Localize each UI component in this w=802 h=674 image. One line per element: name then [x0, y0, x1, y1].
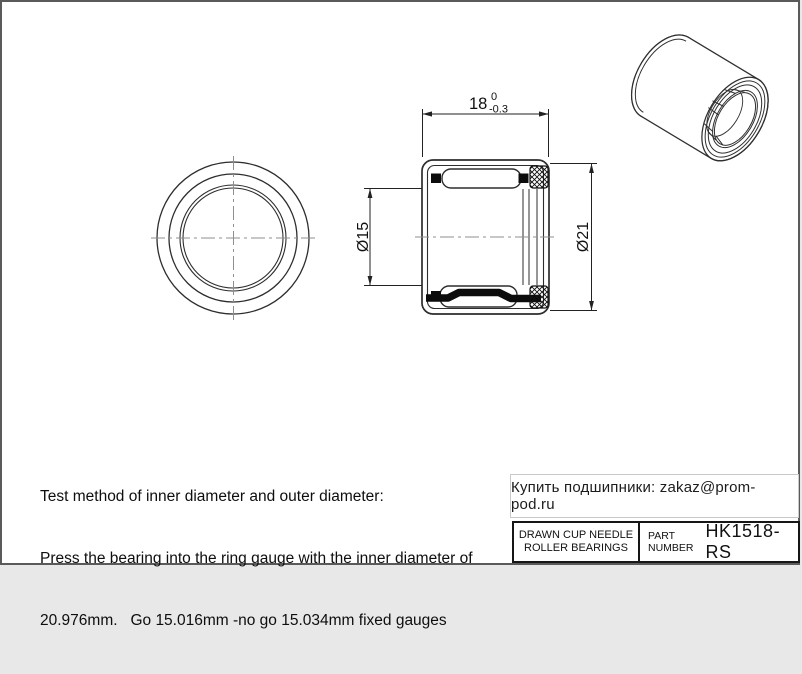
- front-view-centerlines: [151, 156, 316, 321]
- contact-text: Купить подшипники: zakaz@prom-pod.ru: [511, 479, 756, 513]
- width-dimension-label: 18: [469, 95, 488, 113]
- bore-dimension-label: Ø15: [355, 221, 372, 253]
- od-dimension-label: Ø21: [575, 221, 592, 253]
- note-line: Test method of inner diameter and outer diameter:: [40, 487, 384, 505]
- note-line: Press the bearing into the ring gauge with the inner diameter of: [40, 549, 473, 567]
- part-number-cell: [640, 523, 798, 561]
- roller-retainer-top-left: [431, 174, 441, 184]
- part-number-value: HK1518-RS: [705, 521, 781, 562]
- note-line: 20.976mm. Go 15.016mm -no go 15.034mm fixed gauges: [40, 612, 447, 630]
- part-number-label: [648, 530, 694, 555]
- roller-retainer-top-right: [519, 174, 529, 184]
- cylinder-body: [618, 23, 782, 172]
- dimension-width: [423, 91, 549, 157]
- part-label-line2: NUMBER: [648, 542, 694, 554]
- arrowhead-top: [589, 164, 594, 174]
- seal-lip-band: [426, 293, 541, 299]
- product-name-line2: ROLLER BEARINGS: [524, 542, 628, 554]
- width-tolerance-lower: -0.3: [489, 103, 508, 116]
- product-name-line1: DRAWN CUP NEEDLE: [518, 528, 634, 541]
- arrowhead-bottom: [368, 276, 373, 286]
- rubber-seal-bottom-right: [530, 286, 548, 308]
- arrowhead-top: [368, 189, 373, 199]
- part-label-line1: PART: [648, 529, 676, 542]
- arrowhead-right: [539, 111, 549, 116]
- dimension-od: [550, 164, 597, 311]
- arrowhead-left: [423, 111, 433, 116]
- rubber-seal-top-right: [530, 166, 548, 188]
- title-block: [512, 521, 800, 563]
- needle-roller-top: [442, 169, 521, 188]
- contact-info-box: [510, 474, 799, 518]
- arrowhead-bottom: [589, 301, 594, 311]
- test-method-notes: [40, 445, 473, 674]
- bearing-3d-view: [618, 23, 782, 172]
- width-tolerance-upper: 0: [491, 91, 498, 103]
- front-view: [151, 156, 316, 321]
- product-name-cell: [514, 523, 640, 561]
- section-view: [415, 160, 558, 314]
- dimension-bore: [355, 189, 422, 286]
